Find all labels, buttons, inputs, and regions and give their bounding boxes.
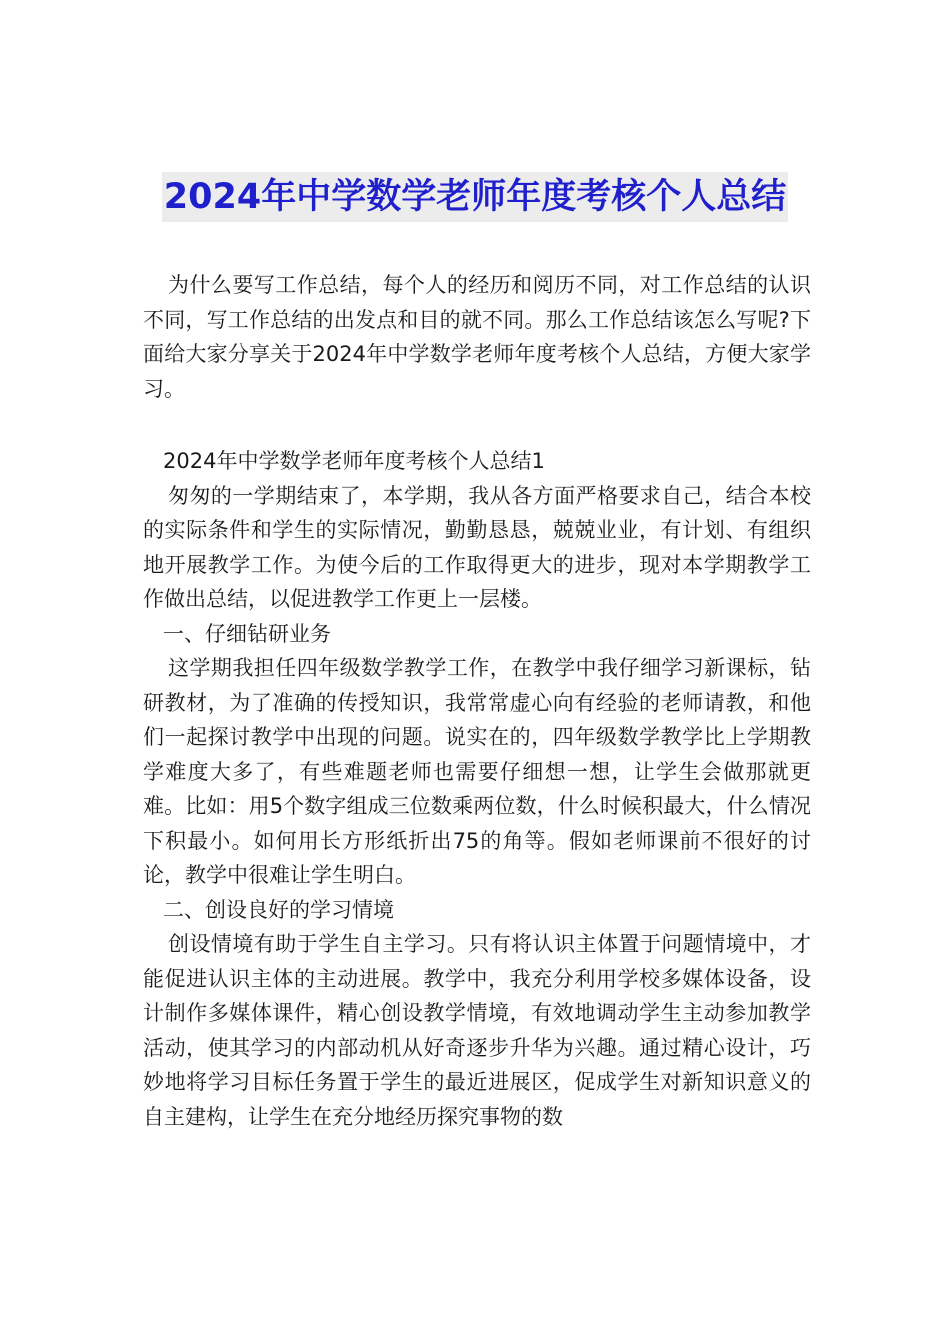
paragraph-gap [143,406,811,444]
document-body [143,268,811,1134]
body-paragraph-2: 这学期我担任四年级数学教学工作，在教学中我仔细学习新课标，钻研教材，为了准确的传授知识，我常常虚心向有经验的老师请教，和他们一起探讨教学中出现的问题。说实在的，四年级数学教学比上学期教学难度大多了，有些难题老师也需要仔细想一想，让学生会做那就更难。比如：用5个数字组成三位数乘两位数，什么时候积最大，什么情况下积最小。如何用长方形纸折出75的角等。假如老师课前不很好的讨论，教学中很难让学生明白。 [143,656,811,887]
heading-1: 一、仔细钻研业务 [163,621,331,646]
intro-paragraph: 为什么要写工作总结，每个人的经历和阅历不同，对工作总结的认识不同，写工作总结的出发点和目的就不同。那么工作总结该怎么写呢?下面给大家分享关于2024年中学数学老师年度考核个人总结，方便大家学习。 [143,273,811,401]
heading-2: 二、创设良好的学习情境 [163,897,394,922]
document-title: 2024年中学数学老师年度考核个人总结 [162,172,788,222]
body-paragraph-1: 匆匆的一学期结束了，本学期，我从各方面严格要求自己，结合本校的实际条件和学生的实际情况，勤勤恳恳，兢兢业业，有计划、有组织地开展教学工作。为使今后的工作取得更大的进步，现对本学期教学工作做出总结，以促进教学工作更上一层楼。 [143,483,811,611]
body-paragraph-3: 创设情境有助于学生自主学习。只有将认识主体置于问题情境中，才能促进认识主体的主动进展。教学中，我充分利用学校多媒体设备，设计制作多媒体课件，精心创设教学情境，有效地调动学生主动参加教学活动，使其学习的内部动机从好奇逐步升华为兴趣。通过精心设计，巧妙地将学习目标任务置于学生的最近进展区，促成学生对新知识意义的自主建构，让学生在充分地经历探究事物的数 [143,932,811,1129]
section-title: 2024年中学数学老师年度考核个人总结1 [163,449,545,473]
title-container [0,172,950,222]
